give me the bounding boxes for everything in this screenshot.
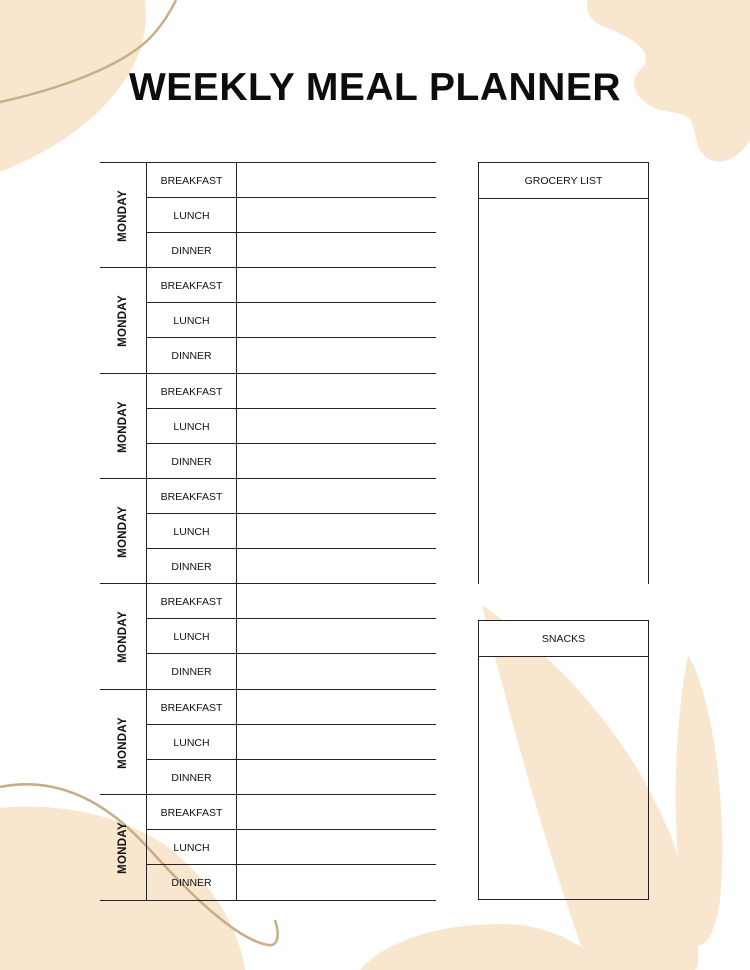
meal-label-dinner: DINNER [171, 244, 212, 257]
row-line [146, 197, 436, 198]
snacks-box [478, 620, 649, 900]
day-label: MONDAY [117, 610, 130, 663]
meal-column [146, 689, 237, 795]
row-line [146, 759, 436, 760]
bottom-right-blob [360, 924, 610, 970]
day-label: MONDAY [117, 821, 130, 874]
row-line [146, 724, 436, 725]
meal-label-breakfast: BREAKFAST [160, 279, 223, 292]
grocery-list-box [478, 162, 649, 584]
day-label: MONDAY [117, 189, 130, 242]
day-block [100, 478, 436, 584]
day-block [100, 583, 436, 689]
meal-label-lunch: LUNCH [173, 630, 210, 643]
meal-label-dinner: DINNER [171, 349, 212, 362]
row-line [146, 232, 436, 233]
day-label: MONDAY [117, 294, 130, 347]
meal-label-lunch: LUNCH [173, 841, 210, 854]
snacks-title: SNACKS [479, 621, 648, 657]
page-title: WEEKLY MEAL PLANNER [128, 66, 621, 109]
meal-column [146, 478, 237, 584]
day-label: MONDAY [117, 716, 130, 769]
meal-label-breakfast: BREAKFAST [160, 490, 223, 503]
meal-label-breakfast: BREAKFAST [160, 595, 223, 608]
meal-label-dinner: DINNER [171, 771, 212, 784]
day-block [100, 373, 436, 479]
meal-label-breakfast: BREAKFAST [160, 385, 223, 398]
day-block [100, 162, 436, 268]
row-line [146, 337, 436, 338]
meal-column [146, 162, 237, 268]
day-block [100, 689, 436, 795]
meal-column [146, 794, 237, 900]
meal-column [146, 583, 237, 689]
meal-label-lunch: LUNCH [173, 420, 210, 433]
day-block [100, 794, 436, 901]
row-line [146, 548, 436, 549]
row-line [146, 408, 436, 409]
meal-column [146, 373, 237, 479]
row-line [146, 829, 436, 830]
row-line [146, 513, 436, 514]
meal-label-lunch: LUNCH [173, 314, 210, 327]
meal-label-breakfast: BREAKFAST [160, 701, 223, 714]
meal-label-dinner: DINNER [171, 455, 212, 468]
row-line [146, 443, 436, 444]
day-label: MONDAY [117, 400, 130, 453]
meal-label-breakfast: BREAKFAST [160, 806, 223, 819]
day-label: MONDAY [117, 505, 130, 558]
meal-column [146, 267, 237, 373]
meal-label-dinner: DINNER [171, 876, 212, 889]
grocery-list-area [479, 199, 648, 584]
row-line [146, 864, 436, 865]
row-line [146, 618, 436, 619]
grocery-list-title: GROCERY LIST [479, 163, 648, 199]
meal-label-dinner: DINNER [171, 665, 212, 678]
meal-label-lunch: LUNCH [173, 736, 210, 749]
row-line [146, 302, 436, 303]
meal-label-breakfast: BREAKFAST [160, 174, 223, 187]
row-line [146, 653, 436, 654]
meal-label-lunch: LUNCH [173, 525, 210, 538]
meal-label-dinner: DINNER [171, 560, 212, 573]
meal-label-lunch: LUNCH [173, 209, 210, 222]
day-block [100, 267, 436, 373]
